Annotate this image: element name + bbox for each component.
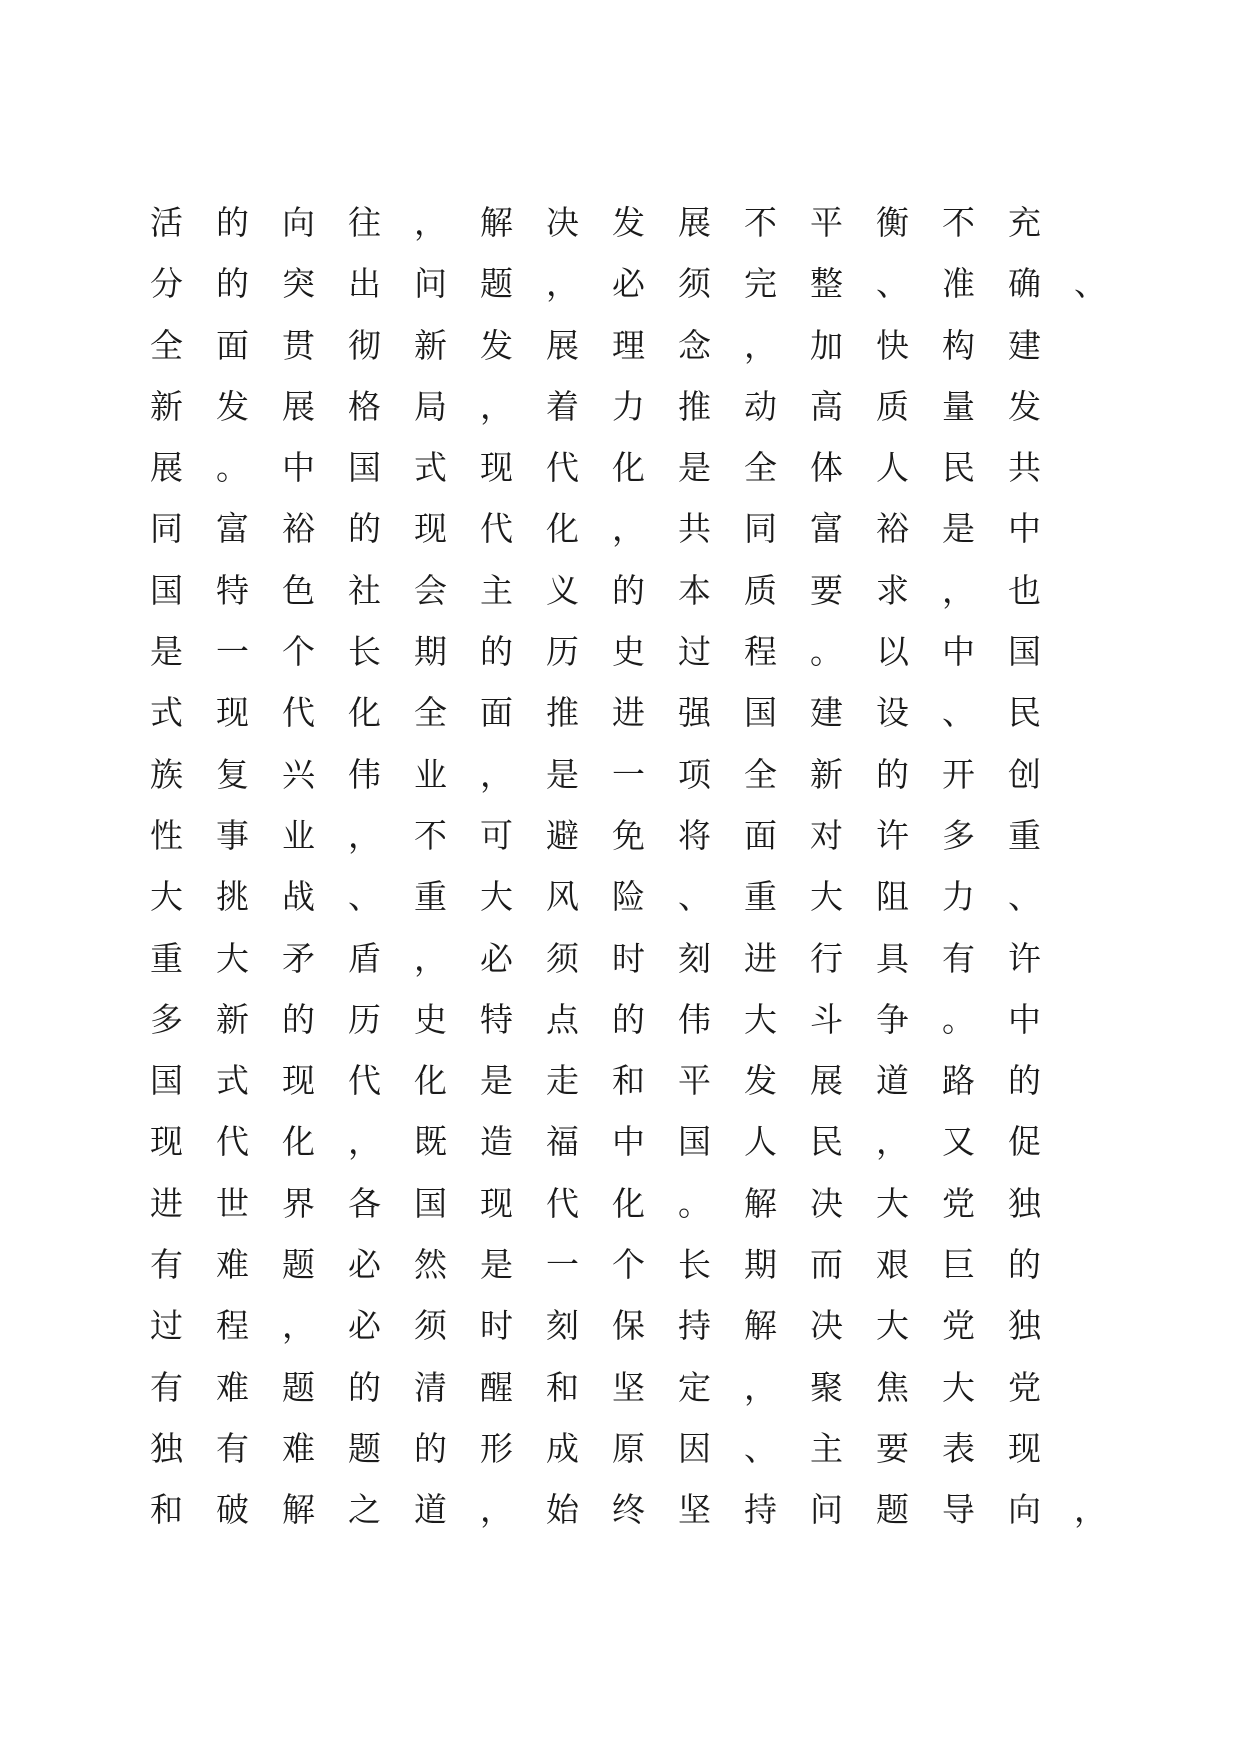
text-line: 同富裕的现代化，共同富裕是中: [150, 509, 1074, 549]
text-line: 独有难题的形成原因、主要表现: [150, 1428, 1074, 1468]
text-line: 国特色社会主义的本质要求，也: [150, 570, 1074, 610]
text-line: 重大矛盾，必须时刻进行具有许: [150, 938, 1074, 978]
text-line: 多新的历史特点的伟大斗争。中: [150, 999, 1074, 1039]
text-line: 有难题的清醒和坚定，聚焦大党: [150, 1367, 1074, 1407]
text-line: 族复兴伟业，是一项全新的开创: [150, 754, 1074, 794]
text-line: 性事业，不可避免将面对许多重: [150, 815, 1074, 855]
text-line: 现代化，既造福中国人民，又促: [150, 1122, 1074, 1162]
text-line: 活的向往，解决发展不平衡不充: [150, 203, 1074, 242]
text-line: 展。中国式现代化是全体人民共: [150, 448, 1074, 488]
text-line: 式现代化全面推进强国建设、民: [150, 693, 1074, 733]
text-line: 大挑战、重大风险、重大阻力、: [150, 877, 1074, 917]
text-line: 过程，必须时刻保持解决大党独: [150, 1306, 1074, 1346]
text-line: 有难题必然是一个长期而艰巨的: [150, 1245, 1074, 1285]
text-line: 新发展格局，着力推动高质量发: [150, 386, 1074, 426]
text-line: 分的突出问题，必须完整、准确、: [150, 264, 1140, 304]
text-line: 国式现代化是走和平发展道路的: [150, 1061, 1074, 1101]
text-line: 全面贯彻新发展理念，加快构建: [150, 325, 1074, 365]
text-line: 和破解之道，始终坚持问题导向，: [150, 1490, 1140, 1530]
text-line: 是一个长期的历史过程。以中国: [150, 632, 1074, 672]
body-text: [150, 203, 1200, 1555]
text-line: 进世界各国现代化。解决大党独: [150, 1183, 1074, 1223]
